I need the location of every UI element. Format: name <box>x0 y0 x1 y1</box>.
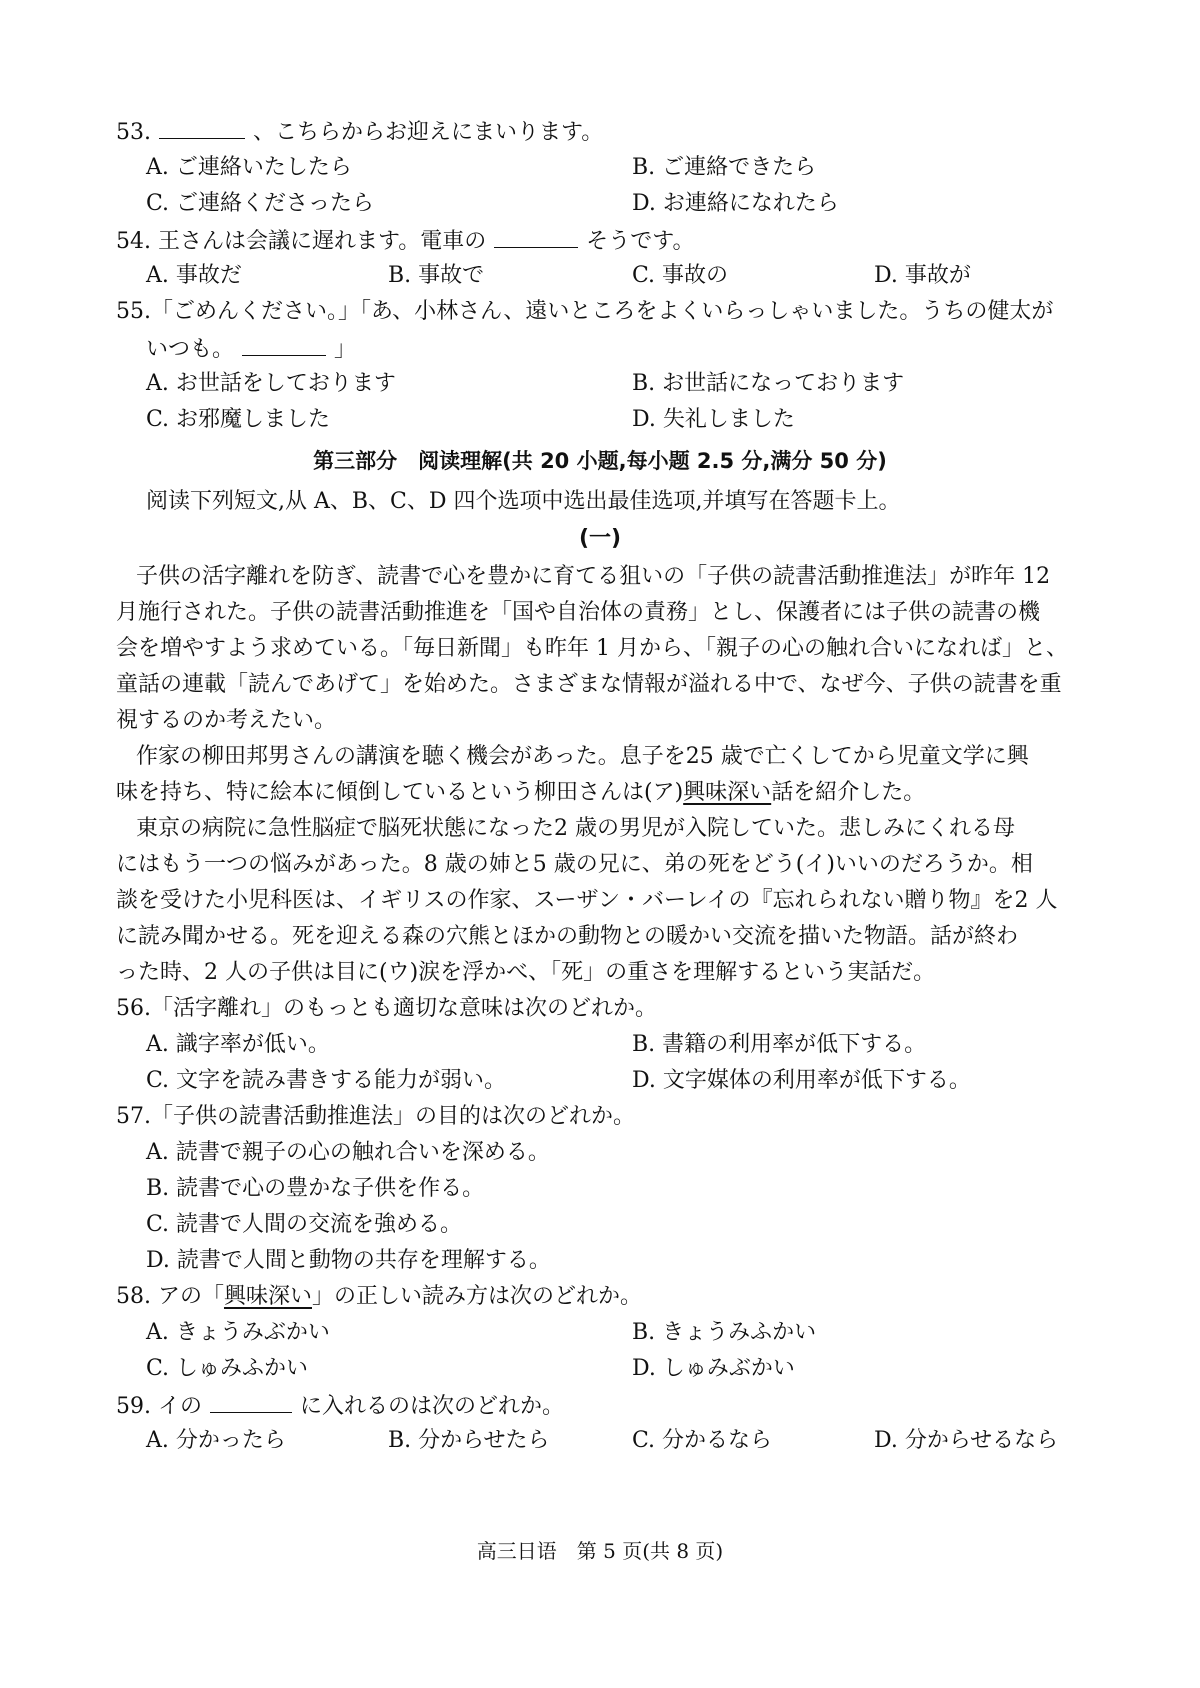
question-text: 54. 王さんは会議に遅れます。電車の <box>116 229 487 254</box>
option-c: C. 読書で人間の交流を強める。 <box>146 1212 463 1237</box>
passage-line: った時、2 人の子供は目に(ウ)涙を浮かべ、「死」の重さを理解するという実話だ。 <box>116 960 936 985</box>
passage-line: にはもう一つの悩みがあった。8 歳の姉と5 歳の兄に、弟の死をどう(イ)いいのだろうか。相 <box>116 852 1033 877</box>
option-b: B. 読書で心の豊かな子供を作る。 <box>146 1176 485 1201</box>
question-55: 55.「ごめんください。」「あ、小林さん、遠いところをよくいらっしゃいました。うちの健太が <box>116 299 1054 324</box>
passage-line: 子供の活字離れを防ぎ、読書で心を豊かに育てる狙いの「子供の読書活動推進法」が昨年 12 <box>136 564 1051 589</box>
option-b: B. 書籍の利用率が低下する。 <box>632 1032 927 1057</box>
question-54 <box>116 225 694 257</box>
question-text: 58. アの「 <box>116 1284 224 1309</box>
option-b: B. 事故で <box>388 263 485 288</box>
option-c: C. 事故の <box>632 263 729 288</box>
question-59 <box>116 1390 564 1422</box>
option-c: C. お邪魔しました <box>146 407 331 432</box>
option-c: C. しゅみふかい <box>146 1356 309 1381</box>
question-text-tail: そうです。 <box>586 229 695 254</box>
section-instruction: 阅读下列短文,从 A、B、C、D 四个选项中选出最佳选项,并填写在答题卡上。 <box>146 489 901 514</box>
option-a: A. ご連絡いたしたら <box>146 155 352 180</box>
question-53 <box>116 116 603 148</box>
passage-line: 談を受けた小児科医は、イギリスの作家、スーザン・バーレイの『忘れられない贈り物』を2 人 <box>116 888 1058 913</box>
option-d: D. 失礼しました <box>632 407 795 432</box>
passage-number: (一) <box>578 526 622 551</box>
option-b: B. 分からせたら <box>388 1428 550 1453</box>
option-a: A. お世話をしております <box>146 371 396 396</box>
passage-line <box>116 778 925 808</box>
passage-line: 視するのか考えたい。 <box>116 708 337 733</box>
option-d: D. 分からせるなら <box>874 1428 1059 1453</box>
question-text-tail: 」 <box>334 337 357 362</box>
answer-blank <box>494 225 578 248</box>
passage-line: 東京の病院に急性脳症で脳死状態になった2 歳の男児が入院していた。悲しみにくれる母 <box>136 816 1015 841</box>
passage-line: 月施行された。子供の読書活動推進を「国や自治体の責務」とし、保護者には子供の読書の機 <box>116 600 1041 625</box>
section-title: 第三部分 阅读理解(共 20 小题,每小题 2.5 分,满分 50 分) <box>313 449 887 473</box>
option-c: C. 文字を読み書きする能力が弱い。 <box>146 1068 507 1093</box>
question-56: 56.「活字離れ」のもっとも適切な意味は次のどれか。 <box>116 996 657 1021</box>
question-text: 、こちらからお迎えにまいります。 <box>253 120 604 145</box>
answer-blank <box>242 333 326 356</box>
option-b: B. お世話になっております <box>632 371 905 396</box>
option-c: C. ご連絡くださったら <box>146 191 375 216</box>
option-a: A. 読書で親子の心の触れ合いを深める。 <box>146 1140 550 1165</box>
question-text: 59. イの <box>116 1394 202 1419</box>
option-c: C. 分かるなら <box>632 1428 773 1453</box>
question-text: いつも。 <box>146 337 235 362</box>
question-57: 57.「子供の読書活動推進法」の目的は次のどれか。 <box>116 1104 635 1129</box>
page-footer: 高三日语 第 5 页(共 8 页) <box>476 1539 724 1563</box>
passage-line: 会を増やすよう求めている。「毎日新聞」も昨年 1 月から、「親子の心の触れ合いになれば」と、 <box>116 636 1068 661</box>
passage-line: 作家の柳田邦男さんの講演を聴く機会があった。息子を25 歳で亡くしてから児童文学に興 <box>136 744 1029 769</box>
option-a: A. きょうみぶかい <box>146 1320 330 1345</box>
option-a: A. 識字率が低い。 <box>146 1032 330 1057</box>
question-58 <box>116 1282 642 1312</box>
option-b: B. ご連絡できたら <box>632 155 817 180</box>
underlined-word: 興味深い <box>223 1284 312 1309</box>
question-number: 53. <box>116 120 151 145</box>
option-b: B. きょうみふかい <box>632 1320 817 1345</box>
option-a: A. 分かったら <box>146 1428 286 1453</box>
option-d: D. しゅみぶかい <box>632 1356 795 1381</box>
question-text-tail: 」の正しい読み方は次のどれか。 <box>312 1284 643 1309</box>
answer-blank <box>210 1390 292 1413</box>
option-a: A. 事故だ <box>146 263 242 288</box>
option-d: D. 読書で人間と動物の共存を理解する。 <box>146 1248 551 1273</box>
question-55-line2 <box>146 333 356 365</box>
answer-blank <box>159 116 245 139</box>
passage-text: 味を持ち、特に絵本に傾倒しているという柳田さんは(ア) <box>116 780 684 805</box>
question-text-tail: に入れるのは次のどれか。 <box>299 1394 564 1419</box>
passage-text: 話を紹介した。 <box>771 780 926 805</box>
option-d: D. 事故が <box>874 263 971 288</box>
passage-line: 童話の連載「読んであげて」を始めた。さまざまな情報が溢れる中で、なぜ今、子供の読書を重 <box>116 672 1062 697</box>
option-d: D. 文字媒体の利用率が低下する。 <box>632 1068 971 1093</box>
passage-line: に読み聞かせる。死を迎える森の穴熊とほかの動物との暖かい交流を描いた物語。話が終わ <box>116 924 1019 949</box>
underlined-word: 興味深い <box>683 780 772 805</box>
option-d: D. お連絡になれたら <box>632 191 839 216</box>
